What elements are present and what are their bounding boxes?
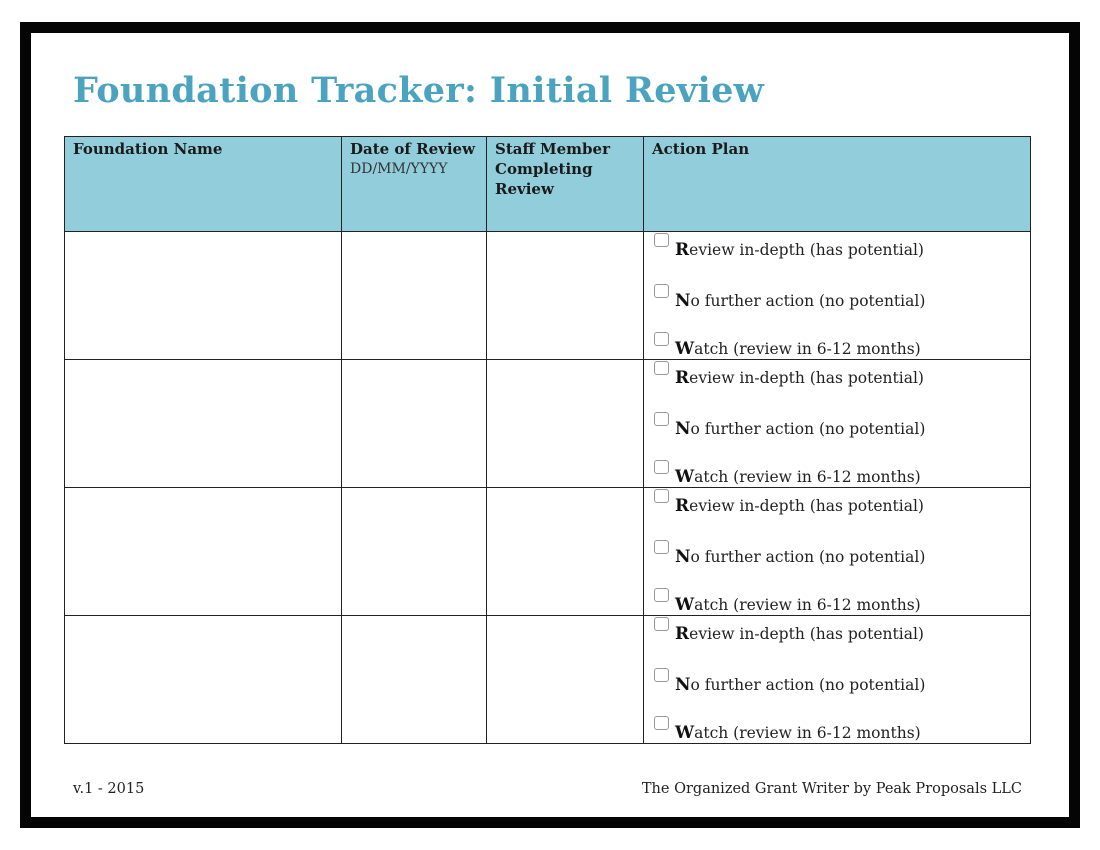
option-label: o further action (no potential) bbox=[690, 292, 926, 310]
option-initial: W bbox=[675, 339, 695, 359]
option-no-further-action[interactable] bbox=[654, 548, 925, 566]
option-label: o further action (no potential) bbox=[690, 420, 926, 438]
header-staff-member: Staff Member Completing Review bbox=[487, 137, 644, 232]
option-label: o further action (no potential) bbox=[690, 676, 926, 694]
staff-member-cell[interactable] bbox=[487, 360, 644, 488]
option-no-further-action[interactable] bbox=[654, 292, 925, 310]
option-review-in-depth[interactable] bbox=[654, 369, 924, 387]
option-review-in-depth[interactable] bbox=[654, 497, 924, 515]
option-watch[interactable] bbox=[654, 596, 921, 614]
option-label: eview in-depth (has potential) bbox=[689, 241, 924, 259]
header-action-plan: Action Plan bbox=[644, 137, 1031, 232]
option-initial: W bbox=[675, 595, 695, 615]
footer-version: v.1 - 2015 bbox=[73, 781, 145, 797]
checkbox[interactable] bbox=[654, 668, 669, 682]
action-plan-cell bbox=[644, 232, 1031, 360]
checkbox[interactable] bbox=[654, 361, 669, 375]
option-label: atch (review in 6-12 months) bbox=[694, 724, 921, 742]
option-initial: N bbox=[675, 547, 691, 567]
option-label: atch (review in 6-12 months) bbox=[694, 468, 921, 486]
table-row bbox=[65, 360, 1031, 488]
header-row bbox=[65, 137, 1031, 232]
checkbox[interactable] bbox=[654, 332, 669, 346]
date-of-review-cell[interactable] bbox=[342, 616, 487, 744]
checkbox[interactable] bbox=[654, 716, 669, 730]
checkbox[interactable] bbox=[654, 460, 669, 474]
option-initial: R bbox=[675, 624, 690, 644]
footer-credit: The Organized Grant Writer by Peak Proposals LLC bbox=[641, 781, 1022, 797]
header-date-of-review: Date of Review DD/MM/YYYY bbox=[342, 137, 487, 232]
checkbox[interactable] bbox=[654, 284, 669, 298]
option-initial: R bbox=[675, 368, 690, 388]
table-row bbox=[65, 616, 1031, 744]
option-label: eview in-depth (has potential) bbox=[689, 497, 924, 515]
date-format-hint: DD/MM/YYYY bbox=[350, 161, 448, 177]
option-initial: N bbox=[675, 419, 691, 439]
action-plan-cell bbox=[644, 360, 1031, 488]
option-initial: W bbox=[675, 467, 695, 487]
option-label: atch (review in 6-12 months) bbox=[694, 596, 921, 614]
action-plan-cell bbox=[644, 488, 1031, 616]
checkbox[interactable] bbox=[654, 540, 669, 554]
option-no-further-action[interactable] bbox=[654, 420, 925, 438]
table-row bbox=[65, 488, 1031, 616]
page-title: Foundation Tracker: Initial Review bbox=[73, 70, 765, 111]
tracker-table bbox=[64, 136, 1031, 744]
option-initial: R bbox=[675, 240, 690, 260]
header-foundation-name: Foundation Name bbox=[65, 137, 342, 232]
option-watch[interactable] bbox=[654, 340, 921, 358]
option-label: o further action (no potential) bbox=[690, 548, 926, 566]
checkbox[interactable] bbox=[654, 412, 669, 426]
option-initial: R bbox=[675, 496, 690, 516]
table-row bbox=[65, 232, 1031, 360]
staff-member-cell[interactable] bbox=[487, 616, 644, 744]
option-initial: W bbox=[675, 723, 695, 743]
foundation-name-cell[interactable] bbox=[65, 488, 342, 616]
foundation-name-cell[interactable] bbox=[65, 360, 342, 488]
foundation-name-cell[interactable] bbox=[65, 232, 342, 360]
action-plan-cell bbox=[644, 616, 1031, 744]
option-label: atch (review in 6-12 months) bbox=[694, 340, 921, 358]
checkbox[interactable] bbox=[654, 489, 669, 503]
checkbox[interactable] bbox=[654, 233, 669, 247]
option-watch[interactable] bbox=[654, 468, 921, 486]
option-review-in-depth[interactable] bbox=[654, 625, 924, 643]
option-watch[interactable] bbox=[654, 724, 921, 742]
option-initial: N bbox=[675, 675, 691, 695]
checkbox[interactable] bbox=[654, 588, 669, 602]
option-no-further-action[interactable] bbox=[654, 676, 925, 694]
foundation-name-cell[interactable] bbox=[65, 616, 342, 744]
option-label: eview in-depth (has potential) bbox=[689, 625, 924, 643]
option-review-in-depth[interactable] bbox=[654, 241, 924, 259]
option-initial: N bbox=[675, 291, 691, 311]
date-of-review-cell[interactable] bbox=[342, 232, 487, 360]
option-label: eview in-depth (has potential) bbox=[689, 369, 924, 387]
date-of-review-cell[interactable] bbox=[342, 488, 487, 616]
staff-member-cell[interactable] bbox=[487, 232, 644, 360]
staff-member-cell[interactable] bbox=[487, 488, 644, 616]
date-of-review-cell[interactable] bbox=[342, 360, 487, 488]
checkbox[interactable] bbox=[654, 617, 669, 631]
